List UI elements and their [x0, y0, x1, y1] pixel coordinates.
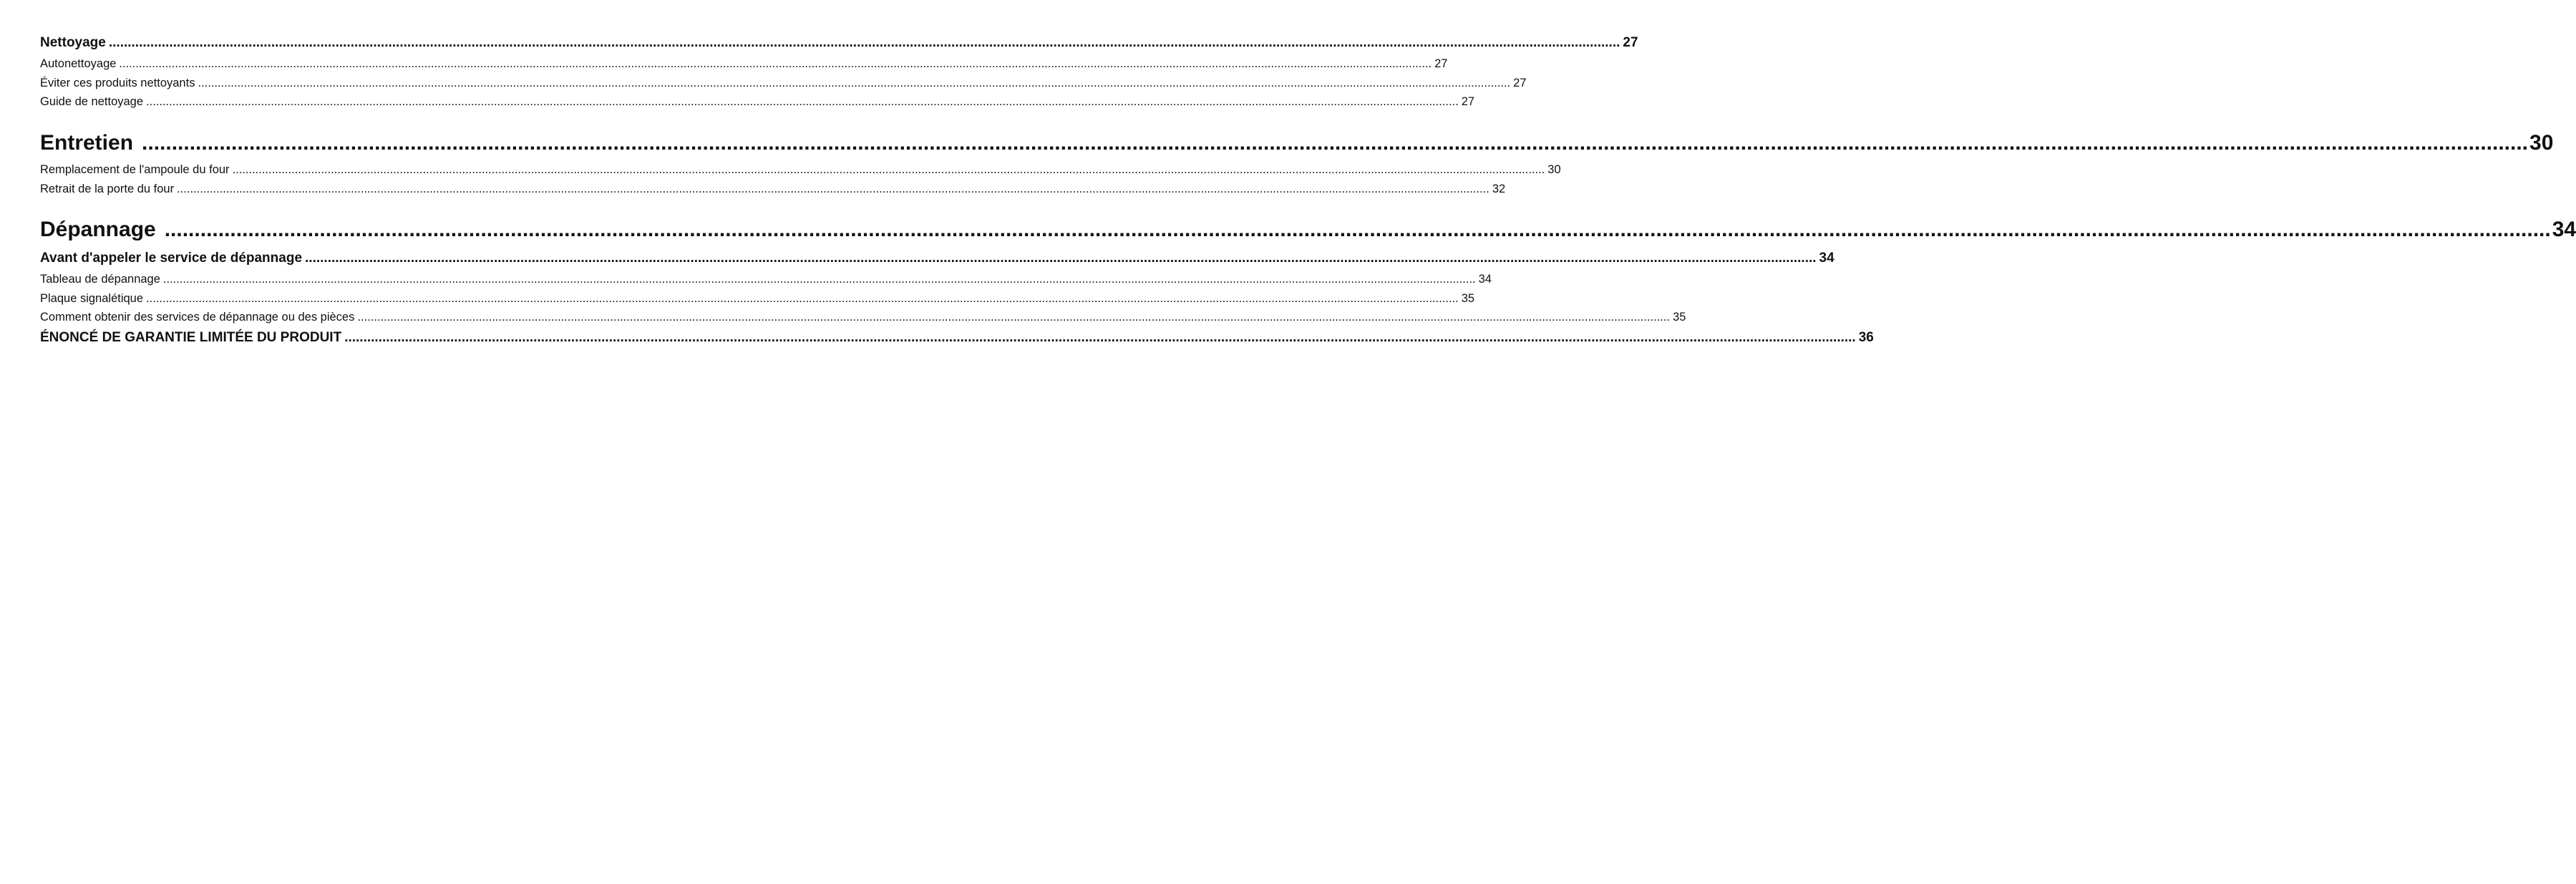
- toc-entry-page-number: 27: [1461, 95, 1475, 108]
- toc-entry-title: Nettoyage: [40, 35, 106, 50]
- toc-entry-page-number: 27: [1623, 35, 1638, 50]
- toc-entry-page-number: 30: [2529, 131, 2554, 155]
- toc-entry-page-number: 34: [1478, 273, 1492, 286]
- toc-entry-title: ÉNONCÉ DE GARANTIE LIMITÉE DU PRODUIT: [40, 330, 342, 345]
- toc-entry-page-number: 27: [1434, 57, 1448, 70]
- toc-entry[interactable]: [40, 95, 1475, 109]
- toc-entry[interactable]: [40, 330, 1874, 346]
- dot-leader: ................................................................................................................................................................................................................................................................................................................................................................................................................: [164, 218, 2551, 241]
- dot-leader: ................................................................................................................................................................................................................................................................................................................................................................................................................: [146, 292, 1459, 305]
- toc-entry-title: Remplacement de l'ampoule du four: [40, 163, 230, 176]
- toc-entry-page-number: 32: [1492, 183, 1506, 195]
- toc-entry-page-number: 35: [1673, 311, 1686, 324]
- dot-leader: ................................................................................................................................................................................................................................................................................................................................................................................................................: [357, 311, 1671, 324]
- toc-entry[interactable]: [40, 292, 1475, 306]
- toc-entry-page-number: 34: [1819, 251, 1834, 266]
- toc-entry[interactable]: [40, 311, 1686, 324]
- toc-entry-title: Entretien: [40, 131, 134, 155]
- toc-entry[interactable]: [40, 131, 2554, 155]
- dot-leader: ................................................................................................................................................................................................................................................................................................................................................................................................................: [177, 183, 1489, 195]
- toc-entry-title: Comment obtenir des services de dépannage ou des pièces: [40, 311, 355, 324]
- dot-leader: ................................................................................................................................................................................................................................................................................................................................................................................................................: [198, 77, 1511, 89]
- toc-entry[interactable]: [40, 251, 1834, 266]
- dot-leader: ................................................................................................................................................................................................................................................................................................................................................................................................................: [119, 57, 1432, 70]
- toc-entry[interactable]: [40, 57, 1448, 71]
- dot-leader: ................................................................................................................................................................................................................................................................................................................................................................................................................: [232, 163, 1545, 176]
- toc-entry-page-number: 27: [1513, 77, 1527, 89]
- toc-entry-title: Dépannage: [40, 218, 156, 241]
- dot-leader: ................................................................................................................................................................................................................................................................................................................................................................................................................: [344, 330, 1856, 345]
- dot-leader: ................................................................................................................................................................................................................................................................................................................................................................................................................: [142, 131, 2529, 155]
- toc-entry-page-number: 30: [1547, 163, 1561, 176]
- toc-entry[interactable]: [40, 183, 1506, 196]
- dot-leader: ................................................................................................................................................................................................................................................................................................................................................................................................................: [162, 273, 1476, 286]
- toc-entry-title: Avant d'appeler le service de dépannage: [40, 251, 303, 266]
- toc-entry[interactable]: [40, 273, 1492, 286]
- toc-entry[interactable]: [40, 163, 1561, 177]
- toc-entry[interactable]: [40, 218, 2576, 242]
- toc-entry[interactable]: [40, 35, 1638, 51]
- toc-entry[interactable]: [40, 77, 1527, 90]
- toc-entry-page-number: 35: [1461, 292, 1475, 305]
- dot-leader: ................................................................................................................................................................................................................................................................................................................................................................................................................: [146, 95, 1459, 108]
- toc-entry-page-number: 36: [1858, 330, 1874, 345]
- toc-entry-title: Tableau de dépannage: [40, 273, 160, 286]
- toc-entry-title: Éviter ces produits nettoyants: [40, 77, 195, 89]
- dot-leader: ................................................................................................................................................................................................................................................................................................................................................................................................................: [305, 251, 1817, 266]
- toc-entry-title: Retrait de la porte du four: [40, 183, 175, 195]
- dot-leader: ................................................................................................................................................................................................................................................................................................................................................................................................................: [108, 35, 1620, 50]
- toc-entry-page-number: 34: [2552, 218, 2576, 241]
- toc-entry-title: Autonettoyage: [40, 57, 117, 70]
- toc-entry-title: Guide de nettoyage: [40, 95, 144, 108]
- toc-entry-title: Plaque signalétique: [40, 292, 144, 305]
